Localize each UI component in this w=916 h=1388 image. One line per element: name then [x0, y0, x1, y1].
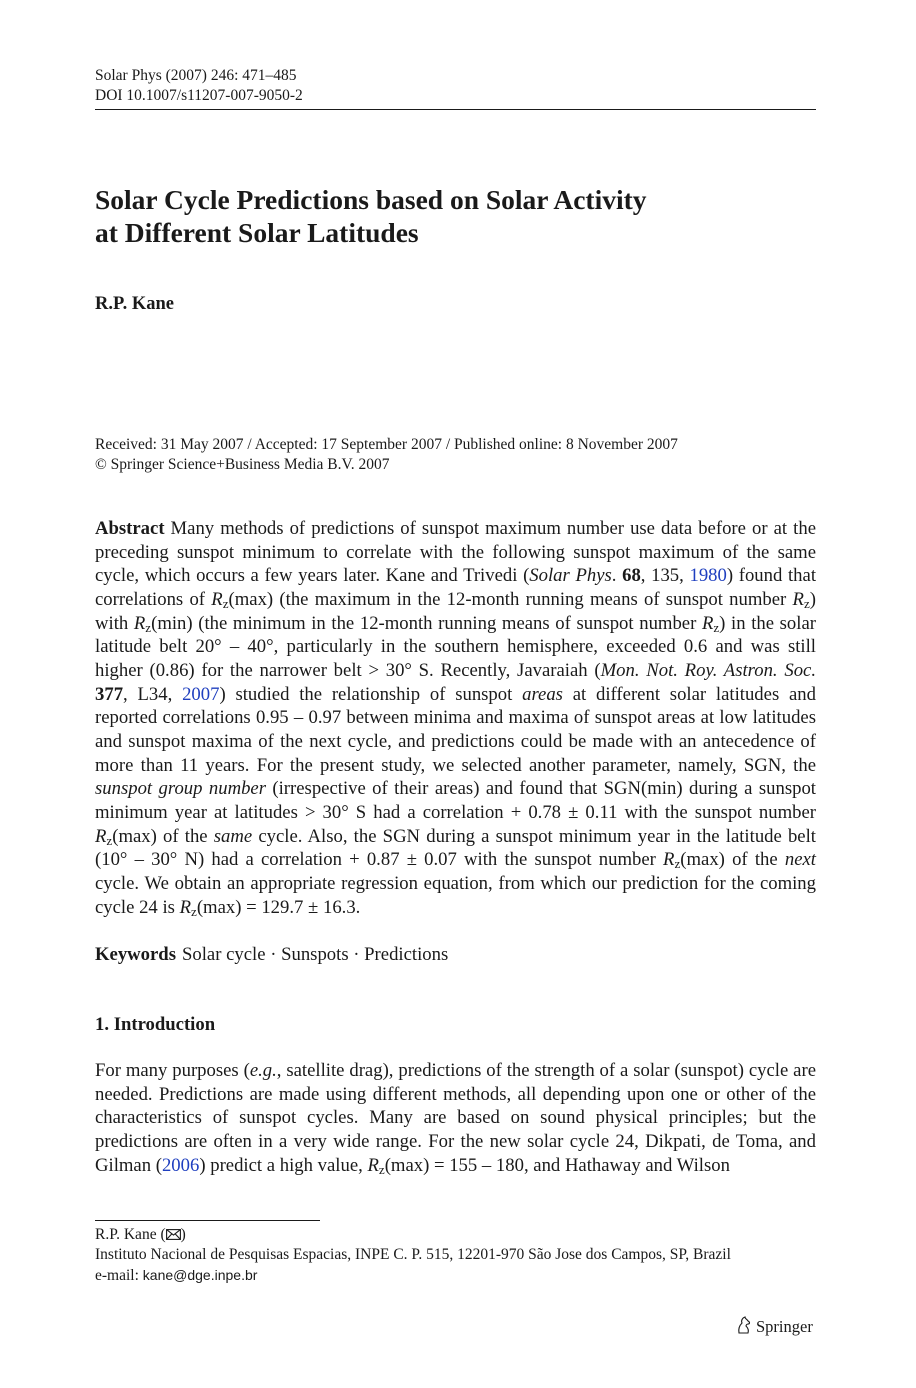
springer-horse-icon — [736, 1316, 752, 1334]
email-address[interactable]: kane@dge.inpe.br — [142, 1267, 258, 1283]
running-header — [95, 66, 816, 106]
abstract: Abstract Many methods of predictions of sunspot maximum number use data before or at the preceding sunspot minimum to correlate with the following sunspot maximum of the same cycle, which occurs a few years later. Kane and Trivedi (Solar Phys. 68, 135, 1980) found that correlations of $R_z(\max)$ (the maximum in the 12-month running means of sunspot number $R_z$) with $R_z(\min)$ (the minimum in the 12-month running means of sunspot number $R_z$) in the solar latitude belt 20° – 40°, particularly in the southern hemisphere, exceeded 0.6 and was still higher (0.86) for the narrower belt > 30° S. Recently, Javaraiah (Mon. Not. Roy. Astron. Soc. 377, L34, 2007) studied the relationship of sunspot areas at different solar latitudes and reported correlations 0.95 – 0.97 between minima and maxima of sunspot areas at low latitudes and sunspot maxima of the next cycle, and predictions could be made with an antecedence of more than 11 years. For the present study, we selected another parameter, namely, SGN, the sunspot group number (irrespective of their areas) and found that SGN(min) during a sunspot minimum year at latitudes > 30° S had a correlation + 0.78 ± 0.11 with the sunspot number $R_z(\max)$ of the same cycle. Also, the SGN during a sunspot minimum year in the latitude belt (10° – 30° N) had a correlation + 0.87 ± 0.07 with the sunspot number $R_z(\max)$ of the next cycle. We obtain an appropriate regression equation, from which our prediction for the coming cycle 24 is $R_z(\max) = 129.7 \pm 16.3$. — [95, 518, 817, 919]
footnote-author-line: R.P. Kane ( ) — [95, 1226, 186, 1243]
title-line-1: Solar Cycle Predictions based on Solar Activity — [95, 184, 647, 215]
copyright-line: © Springer Science+Business Media B.V. 2007 — [95, 456, 390, 473]
keywords — [95, 944, 816, 966]
citation-link-2006[interactable]: 2006 — [161, 1154, 200, 1176]
affiliation: Instituto Nacional de Pesquisas Espacias, INPE C. P. 515, 12201-970 São Jose dos Campos, SP, Brazil — [95, 1246, 731, 1263]
doi: DOI 10.1007/s11207-007-9050-2 — [95, 87, 303, 104]
section-heading: 1. Introduction — [95, 1014, 216, 1035]
footnote-rule — [95, 1220, 320, 1221]
email-line: e-mail: kane@dge.inpe.br — [95, 1267, 258, 1284]
dates-line: Received: 31 May 2007 / Accepted: 17 September 2007 / Published online: 8 November 2007 — [95, 436, 678, 453]
keywords-label: Keywords — [95, 944, 176, 965]
envelope-icon — [166, 1229, 181, 1240]
introduction-paragraph: For many purposes (e.g., satellite drag), predictions of the strength of a solar (sunspot) cycle are needed. Predictions are made using different methods, all depending upon one or other of the characteristics of sunspot cycles. Many are based on sound physical principles; but the predictions are often in a very wide range. For the new solar cycle 24, Dikpati, de Toma, and Gilman (2006) predict a high value, $R_z(\max) = 155 - 180$, and Hathaway and Wilson — [95, 1060, 816, 1177]
author-footnote — [95, 1225, 816, 1286]
title-line-2: at Different Solar Latitudes — [95, 217, 419, 248]
keywords-list: Solar cycle · Sunspots · Predictions — [181, 944, 449, 965]
author-name: R.P. Kane — [95, 294, 174, 314]
paper-title — [95, 183, 816, 249]
abstract-label: Abstract — [95, 518, 165, 539]
publisher-name: Springer — [756, 1317, 813, 1336]
citation-link-2007[interactable]: 2007 — [182, 683, 220, 705]
header-rule — [95, 109, 816, 110]
publication-dates — [95, 435, 816, 475]
citation-link-1980[interactable]: 1980 — [689, 565, 727, 587]
journal-citation: Solar Phys (2007) 246: 471–485 — [95, 67, 297, 84]
publisher-logo — [736, 1316, 813, 1337]
